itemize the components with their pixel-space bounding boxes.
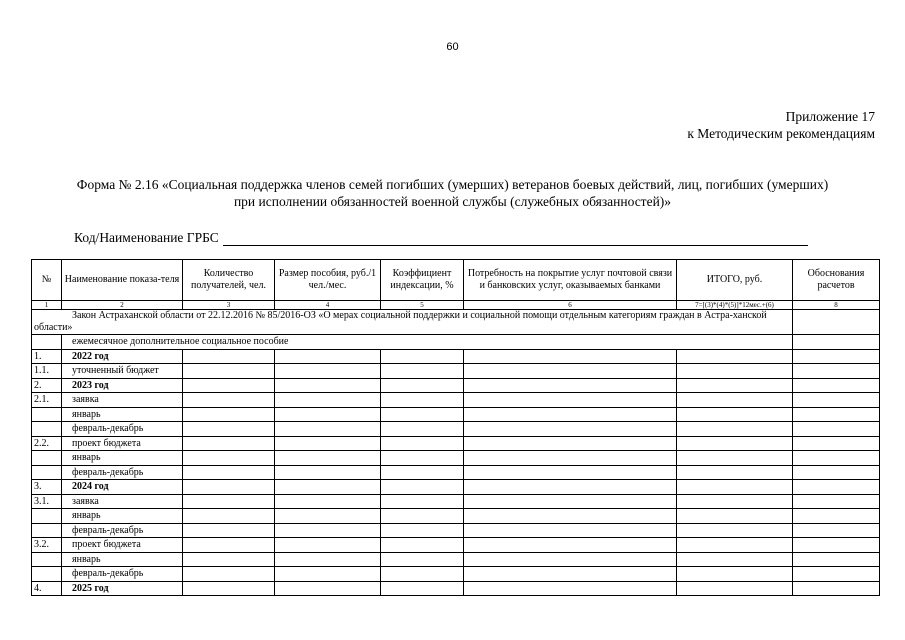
header-cell: ИТОГО, руб. [677, 260, 793, 301]
table-row [32, 407, 880, 422]
data-cell[interactable] [677, 364, 793, 379]
data-cell[interactable] [793, 451, 880, 466]
data-cell[interactable] [381, 451, 464, 466]
column-number: 2 [62, 301, 183, 310]
data-cell[interactable] [677, 567, 793, 582]
row-label-cell: январь [62, 552, 183, 567]
column-number: 5 [381, 301, 464, 310]
row-label-cell: заявка [62, 494, 183, 509]
form-title [20, 176, 885, 210]
data-cell[interactable] [183, 349, 275, 364]
row-label-cell: проект бюджета [62, 436, 183, 451]
law-cell [32, 310, 793, 335]
row-number-cell [32, 509, 62, 524]
data-cell[interactable] [183, 451, 275, 466]
column-number: 3 [183, 301, 275, 310]
table-row [32, 538, 880, 553]
data-cell[interactable] [275, 509, 381, 524]
row-number-cell [32, 335, 62, 350]
data-cell[interactable] [793, 465, 880, 480]
data-cell[interactable] [381, 494, 464, 509]
row-label-cell: 2023 год [62, 378, 183, 393]
form-table [31, 259, 880, 596]
data-cell[interactable] [275, 581, 381, 596]
table-row [32, 509, 880, 524]
data-cell[interactable] [464, 407, 677, 422]
data-cell[interactable] [793, 436, 880, 451]
row-number-cell: 3.1. [32, 494, 62, 509]
row-label-cell: февраль-декабрь [62, 422, 183, 437]
row-number-cell [32, 465, 62, 480]
data-cell[interactable] [183, 552, 275, 567]
table-row [32, 436, 880, 451]
data-cell[interactable] [793, 407, 880, 422]
data-cell[interactable] [381, 393, 464, 408]
data-cell[interactable] [793, 393, 880, 408]
data-cell[interactable] [677, 422, 793, 437]
data-cell[interactable] [183, 436, 275, 451]
row-label-cell: январь [62, 407, 183, 422]
data-cell[interactable] [793, 494, 880, 509]
data-cell[interactable] [677, 378, 793, 393]
data-cell[interactable] [464, 509, 677, 524]
data-cell[interactable] [275, 378, 381, 393]
data-cell[interactable] [275, 523, 381, 538]
table-row [32, 494, 880, 509]
row-number-cell: 1. [32, 349, 62, 364]
table-row [32, 465, 880, 480]
data-cell[interactable] [464, 523, 677, 538]
table-row [32, 552, 880, 567]
data-cell[interactable] [183, 422, 275, 437]
data-cell[interactable] [677, 480, 793, 495]
data-cell[interactable] [275, 364, 381, 379]
data-cell[interactable] [464, 567, 677, 582]
data-cell[interactable] [381, 465, 464, 480]
table-row [32, 480, 880, 495]
data-cell[interactable] [381, 364, 464, 379]
table-row [32, 523, 880, 538]
grbs-input-line[interactable] [223, 232, 808, 246]
row-number-cell: 3.2. [32, 538, 62, 553]
row-label-cell: проект бюджета [62, 538, 183, 553]
data-cell[interactable] [381, 567, 464, 582]
data-cell[interactable] [677, 552, 793, 567]
data-cell[interactable] [793, 335, 880, 350]
data-cell[interactable] [793, 349, 880, 364]
data-cell[interactable] [275, 393, 381, 408]
data-cell[interactable] [464, 538, 677, 553]
data-cell[interactable] [793, 364, 880, 379]
appendix-note [687, 108, 875, 142]
column-number: 4 [275, 301, 381, 310]
data-cell[interactable] [677, 349, 793, 364]
data-cell[interactable] [793, 538, 880, 553]
data-cell[interactable] [275, 552, 381, 567]
grbs-label: Код/Наименование ГРБС [74, 230, 219, 245]
data-cell[interactable] [381, 349, 464, 364]
row-label-cell: январь [62, 451, 183, 466]
table-row [32, 567, 880, 582]
data-cell[interactable] [464, 393, 677, 408]
header-cell: Потребность на покрытие услуг почтовой связи и банковских услуг, оказываемых банками [464, 260, 677, 301]
data-cell[interactable] [381, 523, 464, 538]
table-row [32, 451, 880, 466]
data-cell[interactable] [183, 407, 275, 422]
page-number: 60 [446, 41, 459, 53]
data-cell[interactable] [381, 538, 464, 553]
header-cell: Размер пособия, руб./1 чел./мес. [275, 260, 381, 301]
data-cell[interactable] [381, 407, 464, 422]
data-cell[interactable] [464, 378, 677, 393]
row-number-cell [32, 407, 62, 422]
data-cell[interactable] [381, 422, 464, 437]
data-cell[interactable] [464, 581, 677, 596]
row-number-cell [32, 422, 62, 437]
header-cell: Обоснования расчетов [793, 260, 880, 301]
law-text: Закон Астраханской области от 22.12.2016 № 85/2016-ОЗ «О мерах социальной поддержки и социальной помощи отдельным категориям граждан в Астра-ханской области» [34, 310, 767, 333]
data-cell[interactable] [464, 552, 677, 567]
row-label-cell: 2024 год [62, 480, 183, 495]
data-cell[interactable] [381, 509, 464, 524]
form-title-line-1: Форма № 2.16 «Социальная поддержка членов семей погибших (умерших) ветеранов боевых действий, лиц, погибших (умерших) [76, 177, 829, 192]
data-cell[interactable] [677, 581, 793, 596]
row-number-cell [32, 567, 62, 582]
data-cell[interactable] [677, 451, 793, 466]
data-cell[interactable] [677, 465, 793, 480]
data-cell[interactable] [464, 451, 677, 466]
data-cell[interactable] [275, 480, 381, 495]
row-number-cell: 2.2. [32, 436, 62, 451]
data-cell[interactable] [381, 480, 464, 495]
header-cell: № [32, 260, 62, 301]
appendix-line-1: Приложение 17 [785, 109, 875, 124]
row-number-cell: 3. [32, 480, 62, 495]
row-label-cell: февраль-декабрь [62, 465, 183, 480]
row-label-cell: 2025 год [62, 581, 183, 596]
column-number: 7=[(3)*(4)*(5)]*12мес.+(6) [677, 301, 793, 310]
data-cell[interactable] [677, 509, 793, 524]
data-cell[interactable] [183, 567, 275, 582]
grbs-field [74, 230, 808, 246]
data-cell[interactable] [381, 378, 464, 393]
data-cell[interactable] [464, 422, 677, 437]
row-number-cell [32, 451, 62, 466]
data-cell[interactable] [677, 393, 793, 408]
data-cell[interactable] [275, 407, 381, 422]
form-title-line-2: при исполнении обязанностей военной службы (служебных обязанностей)» [233, 194, 672, 209]
data-cell[interactable] [183, 393, 275, 408]
column-number: 6 [464, 301, 677, 310]
data-cell[interactable] [183, 538, 275, 553]
data-cell[interactable] [793, 378, 880, 393]
data-cell[interactable] [793, 480, 880, 495]
header-cell: Коэффициент индексации, % [381, 260, 464, 301]
data-cell[interactable] [464, 349, 677, 364]
data-cell[interactable] [183, 523, 275, 538]
row-label-cell: уточненный бюджет [62, 364, 183, 379]
data-cell[interactable] [464, 465, 677, 480]
data-cell[interactable] [381, 552, 464, 567]
data-cell[interactable] [464, 364, 677, 379]
column-number: 8 [793, 301, 880, 310]
law-empty-cell[interactable] [793, 310, 880, 335]
table-row [32, 335, 880, 350]
data-cell[interactable] [464, 494, 677, 509]
data-cell[interactable] [793, 509, 880, 524]
law-row [32, 310, 880, 335]
data-cell[interactable] [677, 538, 793, 553]
data-cell[interactable] [464, 436, 677, 451]
row-label-cell: февраль-декабрь [62, 523, 183, 538]
header-cell: Наименование показа-теля [62, 260, 183, 301]
data-cell[interactable] [183, 364, 275, 379]
data-cell[interactable] [464, 480, 677, 495]
data-cell[interactable] [183, 480, 275, 495]
data-cell[interactable] [275, 538, 381, 553]
data-cell[interactable] [793, 567, 880, 582]
data-cell[interactable] [677, 436, 793, 451]
data-cell[interactable] [677, 494, 793, 509]
column-number-row [32, 301, 880, 310]
data-cell[interactable] [793, 581, 880, 596]
table-header-row [32, 260, 880, 301]
row-number-cell: 4. [32, 581, 62, 596]
data-cell[interactable] [793, 523, 880, 538]
table-row [32, 364, 880, 379]
row-label-cell: 2022 год [62, 349, 183, 364]
data-cell[interactable] [183, 494, 275, 509]
data-cell[interactable] [677, 407, 793, 422]
table-row [32, 422, 880, 437]
table-row [32, 393, 880, 408]
row-label-cell: февраль-декабрь [62, 567, 183, 582]
row-label-cell: заявка [62, 393, 183, 408]
data-cell[interactable] [793, 552, 880, 567]
data-cell[interactable] [183, 509, 275, 524]
data-cell[interactable] [275, 567, 381, 582]
data-cell[interactable] [275, 465, 381, 480]
row-number-cell [32, 552, 62, 567]
row-number-cell [32, 523, 62, 538]
table-row [32, 378, 880, 393]
row-number-cell: 2. [32, 378, 62, 393]
data-cell[interactable] [793, 422, 880, 437]
data-cell[interactable] [677, 523, 793, 538]
data-cell[interactable] [381, 436, 464, 451]
row-number-cell: 2.1. [32, 393, 62, 408]
appendix-line-2: к Методическим рекомендациям [687, 126, 875, 141]
data-cell[interactable] [183, 465, 275, 480]
table-row [32, 581, 880, 596]
table-row [32, 349, 880, 364]
data-cell[interactable] [183, 581, 275, 596]
data-cell[interactable] [275, 436, 381, 451]
data-cell[interactable] [275, 451, 381, 466]
data-cell[interactable] [381, 581, 464, 596]
data-cell[interactable] [275, 494, 381, 509]
row-label-cell: январь [62, 509, 183, 524]
row-number-cell: 1.1. [32, 364, 62, 379]
column-number: 1 [32, 301, 62, 310]
data-cell[interactable] [275, 349, 381, 364]
header-cell: Количество получателей, чел. [183, 260, 275, 301]
data-cell[interactable] [275, 422, 381, 437]
row-label-cell: ежемесячное дополнительное социальное пособие [62, 335, 793, 350]
data-cell[interactable] [183, 378, 275, 393]
